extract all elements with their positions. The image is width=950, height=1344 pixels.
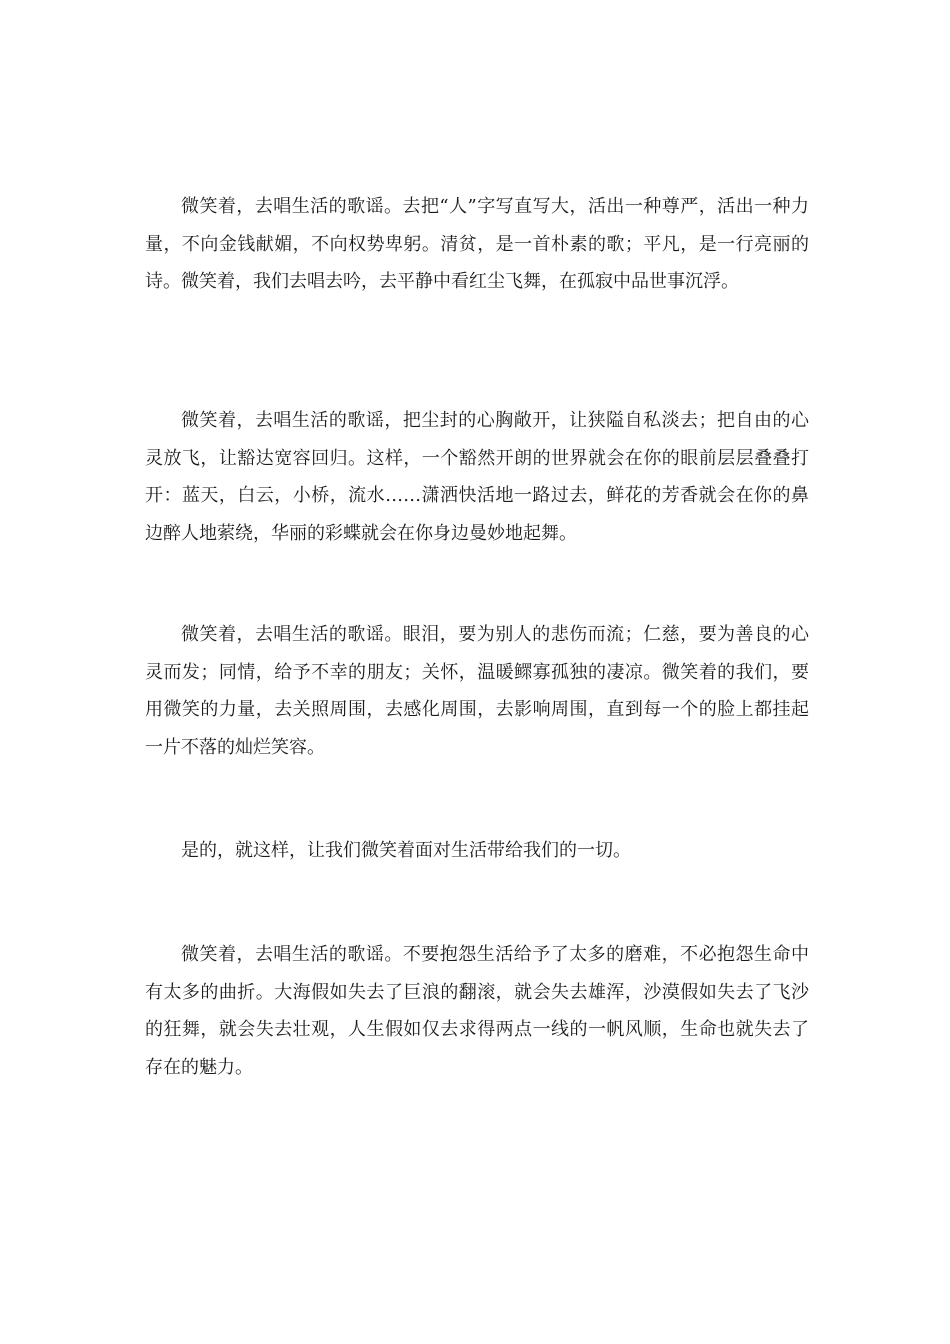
paragraph-5: 微笑着，去唱生活的歌谣。不要抱怨生活给予了太多的磨难，不必抱怨生命中有太多的曲折。大海假如失去了巨浪的翻滚，就会失去雄浑，沙漠假如失去了飞沙的狂舞，就会失去壮观，人生假如仅去求得两点一线的一帆风顺，生命也就失去了存在的魅力。: [145, 944, 809, 1078]
paragraph-3: 微笑着，去唱生活的歌谣。眼泪，要为别人的悲伤而流；仁慈，要为善良的心灵而发；同情，给予不幸的朋友；关怀，温暖鳏寡孤独的凄凉。微笑着的我们，要用微笑的力量，去关照周围，去感化周围，去影响周围，直到每一个的脸上都挂起一片不落的灿烂笑容。: [145, 624, 809, 758]
paragraph-2: 微笑着，去唱生活的歌谣，把尘封的心胸敞开，让狭隘自私淡去；把自由的心灵放飞，让豁达宽容回归。这样，一个豁然开朗的世界就会在你的眼前层层叠叠打开：蓝天，白云，小桥，流水……潇洒快活地一路过去，鲜花的芳香就会在你的鼻边醉人地萦绕，华丽的彩蝶就会在你身边曼妙地起舞。: [145, 410, 809, 544]
paragraph-4: 是的，就这样，让我们微笑着面对生活带给我们的一切。: [181, 840, 631, 861]
paragraph-1: 微笑着，去唱生活的歌谣。去把“人”字写直写大，活出一种尊严，活出一种力量，不向金钱献媚，不向权势卑躬。清贫，是一首朴素的歌；平凡，是一行亮丽的诗。微笑着，我们去唱去吟，去平静中看红尘飞舞，在孤寂中品世事沉浮。: [145, 196, 809, 292]
